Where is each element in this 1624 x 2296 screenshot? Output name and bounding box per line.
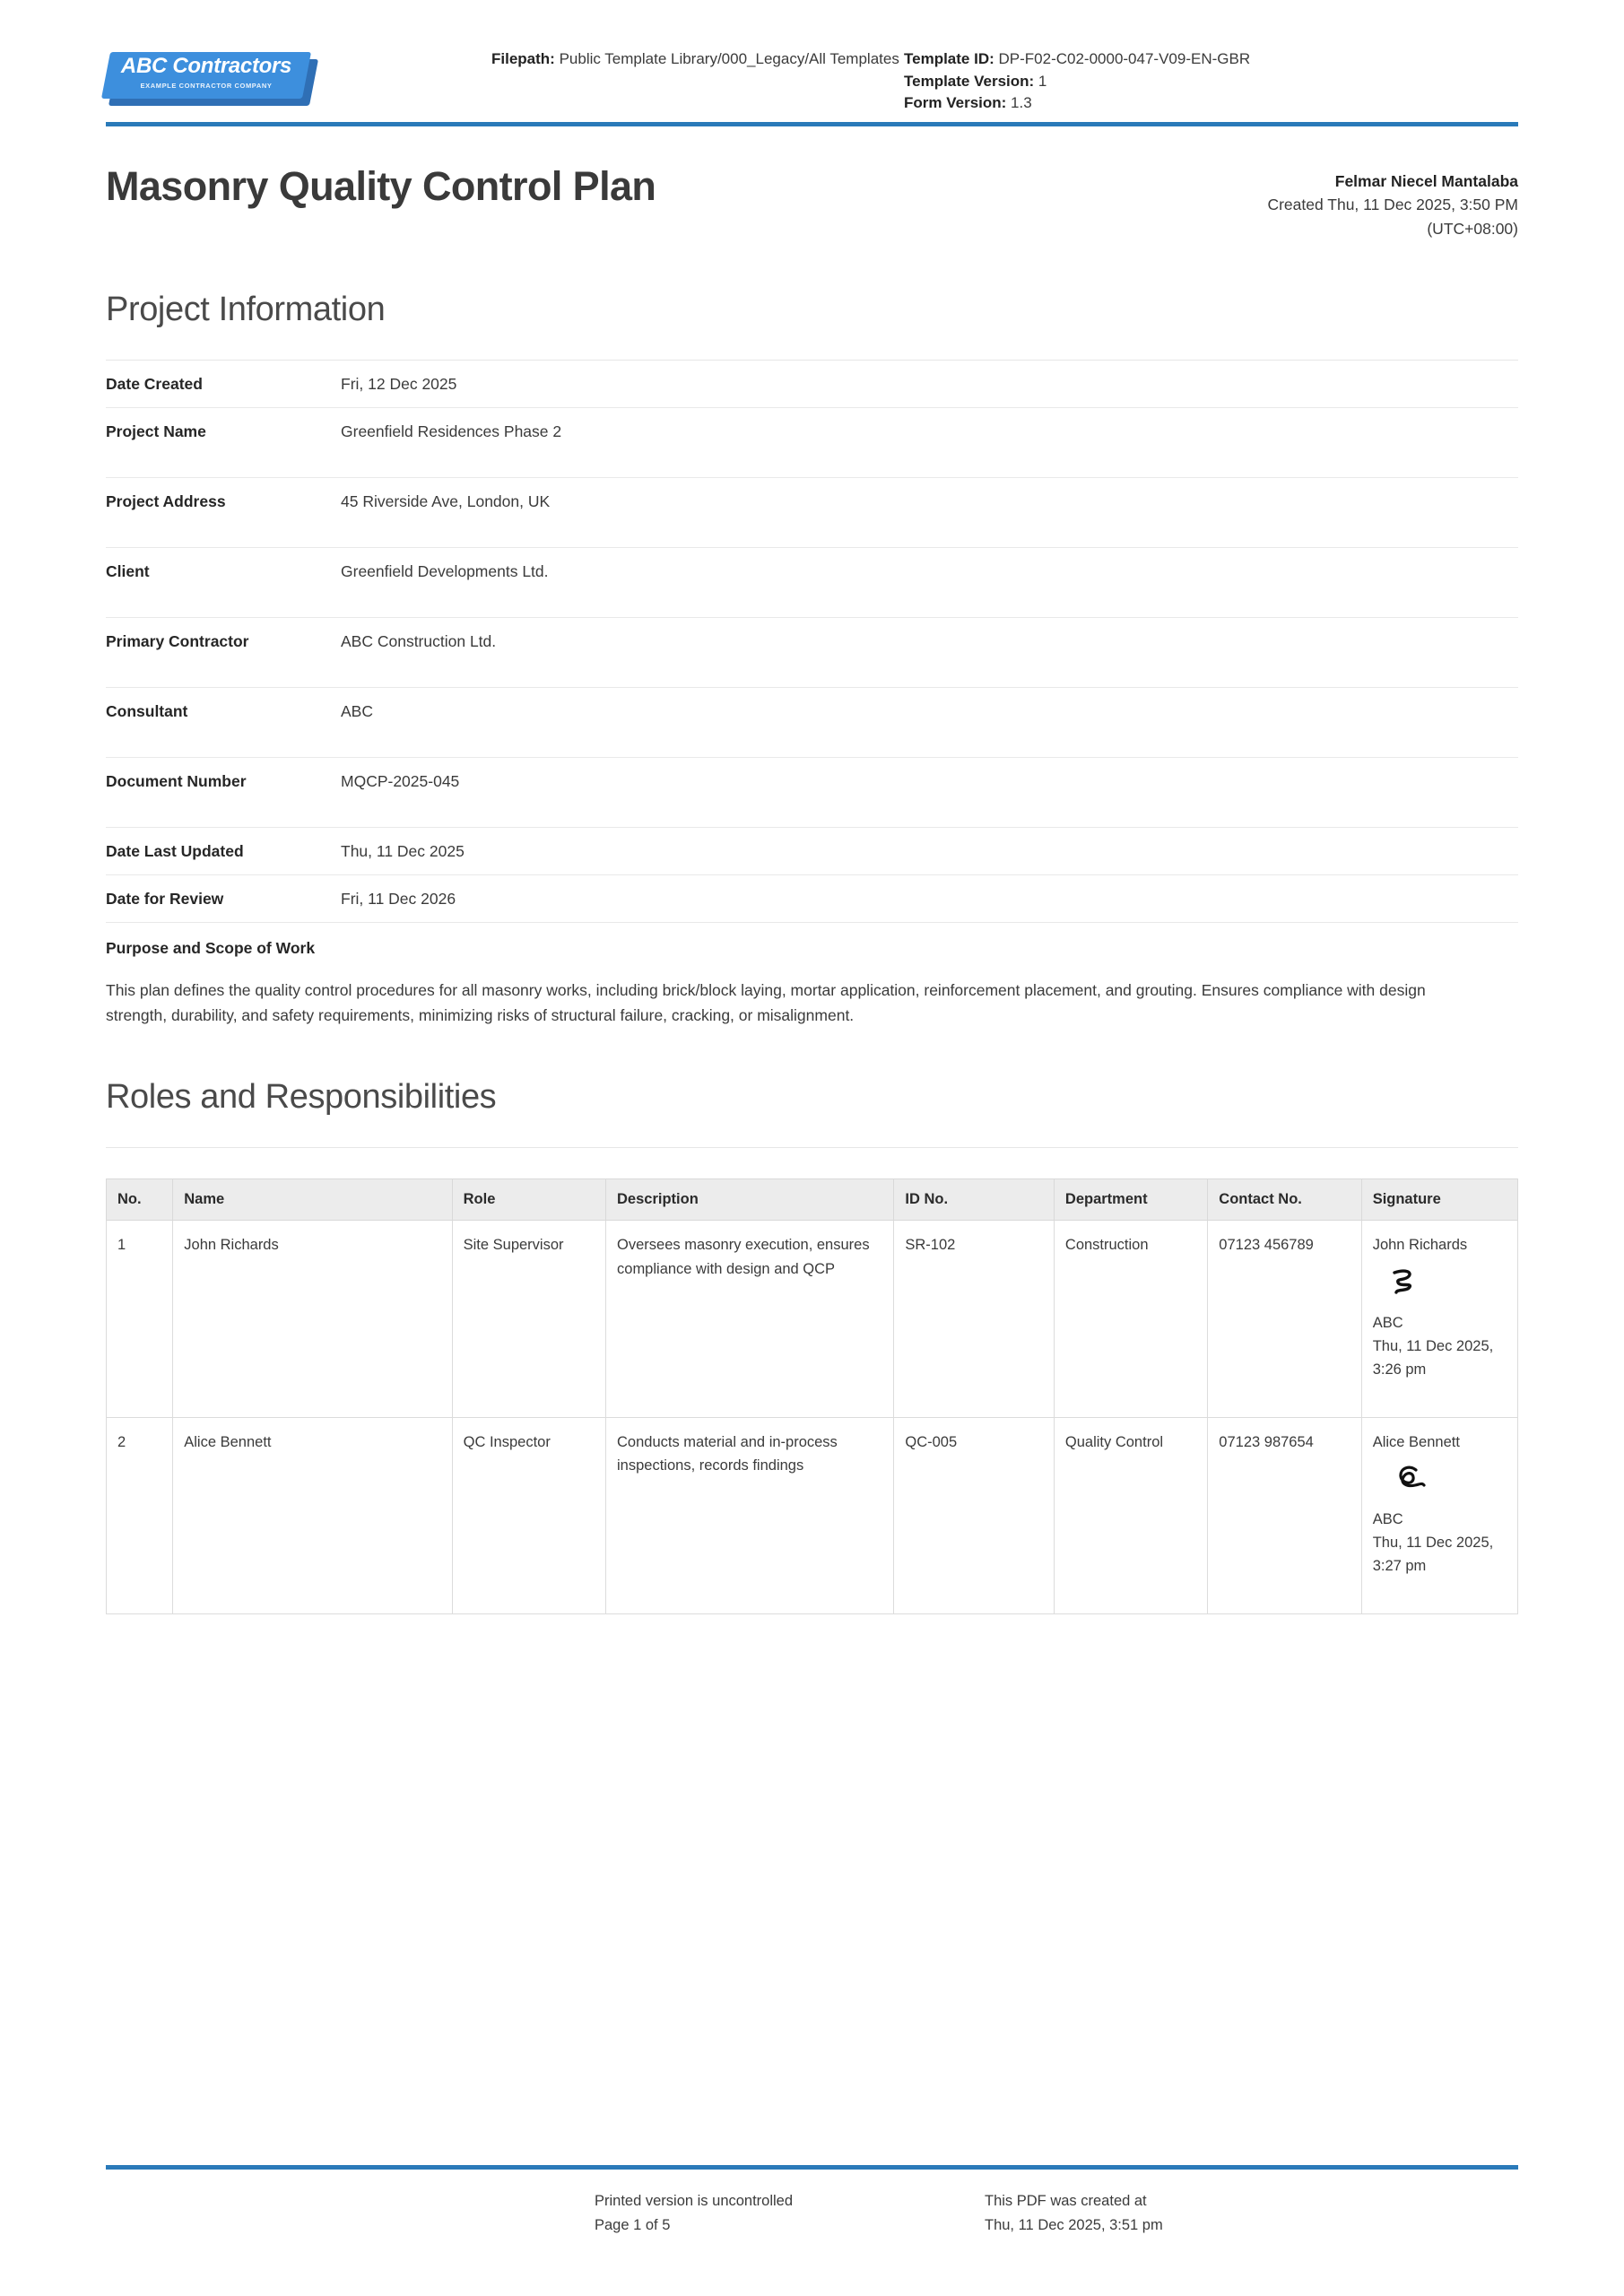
section-divider: [106, 1147, 1518, 1148]
field-value: MQCP-2025-045: [341, 771, 460, 790]
cell-name: Alice Bennett: [173, 1417, 452, 1613]
cell-role: QC Inspector: [452, 1417, 605, 1613]
signature-timestamp: Thu, 11 Dec 2025, 3:26 pm: [1372, 1337, 1494, 1378]
table-row: [107, 1417, 1518, 1613]
template-meta-block: [904, 34, 1406, 115]
cell-signature: [1361, 1417, 1517, 1613]
document-footer: [106, 2165, 1518, 2237]
form-version-row: [904, 92, 1406, 115]
template-id-label: Template ID:: [904, 50, 994, 67]
signature-timestamp: Thu, 11 Dec 2025, 3:27 pm: [1372, 1534, 1494, 1574]
footer-right-block: [985, 2189, 1375, 2237]
section-heading-project-information: Project Information: [106, 290, 386, 328]
project-information-table: [106, 361, 1518, 923]
cell-description: Conducts material and in-process inspections, records findings: [606, 1417, 894, 1613]
field-label: Document Number: [106, 771, 247, 790]
form-version-label: Form Version:: [904, 94, 1007, 112]
cell-name: John Richards: [173, 1221, 452, 1417]
table-row: [106, 477, 1518, 547]
filepath-block: [491, 34, 904, 71]
signature-company: ABC: [1372, 1314, 1403, 1331]
field-value: Fri, 12 Dec 2025: [341, 374, 457, 393]
field-label: Date Created: [106, 374, 203, 393]
field-value: ABC Construction Ltd.: [341, 631, 497, 650]
cell-contact-no: 07123 987654: [1208, 1417, 1361, 1613]
table-row: [106, 361, 1518, 408]
template-version-value: 1: [1038, 72, 1047, 90]
logo-tagline: EXAMPLE CONTRACTOR COMPANY: [140, 82, 273, 90]
table-row: [106, 687, 1518, 757]
cell-no: 2: [107, 1417, 173, 1613]
column-header-role: Role: [452, 1179, 605, 1221]
column-header-contact-no: Contact No.: [1208, 1179, 1361, 1221]
cell-role: Site Supervisor: [452, 1221, 605, 1417]
field-value: Thu, 11 Dec 2025: [341, 841, 465, 860]
cell-signature: [1361, 1221, 1517, 1417]
signature-mark-icon: [1373, 1459, 1507, 1499]
column-header-no: No.: [107, 1179, 173, 1221]
field-value: Greenfield Residences Phase 2: [341, 422, 562, 440]
field-value: ABC: [341, 701, 373, 720]
cell-department: Quality Control: [1054, 1417, 1207, 1613]
cell-description: Oversees masonry execution, ensures compliance with design and QCP: [606, 1221, 894, 1417]
footer-spacer: [106, 2189, 595, 2237]
table-row: [106, 617, 1518, 687]
field-value: Fri, 11 Dec 2026: [341, 889, 456, 908]
purpose-and-scope-label: Purpose and Scope of Work: [106, 938, 316, 957]
title-block: [106, 164, 1518, 240]
field-label: Primary Contractor: [106, 631, 249, 650]
template-id-row: [904, 48, 1406, 71]
table-row: [107, 1221, 1518, 1417]
page-title: Masonry Quality Control Plan: [106, 163, 656, 209]
column-header-signature: Signature: [1361, 1179, 1517, 1221]
header-divider: [106, 122, 1518, 126]
author-name: Felmar Niecel Mantalaba: [1334, 172, 1518, 190]
column-header-description: Description: [606, 1179, 894, 1221]
field-value: Greenfield Developments Ltd.: [341, 561, 549, 580]
table-row: [106, 407, 1518, 477]
cell-department: Construction: [1054, 1221, 1207, 1417]
signature-company: ABC: [1372, 1510, 1403, 1527]
cell-no: 1: [107, 1221, 173, 1417]
company-logo: [106, 34, 491, 106]
template-id-value: DP-F02-C02-0000-047-V09-EN-GBR: [998, 50, 1251, 67]
column-header-id-no: ID No.: [894, 1179, 1055, 1221]
filepath-label: Filepath:: [491, 50, 555, 67]
footer-pdf-created-timestamp: Thu, 11 Dec 2025, 3:51 pm: [985, 2216, 1163, 2233]
cell-contact-no: 07123 456789: [1208, 1221, 1361, 1417]
cell-id-no: SR-102: [894, 1221, 1055, 1417]
field-label: Project Address: [106, 491, 226, 510]
footer-left-block: [595, 2189, 985, 2237]
field-value: 45 Riverside Ave, London, UK: [341, 491, 551, 510]
table-row: [106, 874, 1518, 922]
purpose-and-scope-text: This plan defines the quality control procedures for all masonry works, including brick/block laying, mortar application, reinforcement placement, and grouting. Ensures compliance with design strength, durability, and safety requirements, minimizing risks of structural failure, cracking, or misalignment.: [106, 980, 1426, 1025]
field-label: Client: [106, 561, 150, 580]
table-row: [106, 827, 1518, 874]
author-block: [1267, 164, 1518, 240]
template-version-label: Template Version:: [904, 72, 1035, 90]
footer-divider: [106, 2165, 1518, 2170]
created-timestamp-line2: (UTC+08:00): [1427, 219, 1518, 238]
form-version-value: 1.3: [1011, 94, 1032, 112]
created-timestamp-line1: Created Thu, 11 Dec 2025, 3:50 PM: [1267, 196, 1518, 214]
filepath-value: Public Template Library/000_Legacy/All Templates: [559, 50, 899, 67]
field-label: Date for Review: [106, 889, 224, 908]
cell-id-no: QC-005: [894, 1417, 1055, 1613]
template-version-row: [904, 71, 1406, 93]
table-row: [106, 757, 1518, 827]
column-header-name: Name: [173, 1179, 452, 1221]
field-label: Consultant: [106, 701, 188, 720]
logo-company-name: ABC Contractors: [120, 54, 292, 78]
column-header-department: Department: [1054, 1179, 1207, 1221]
signature-name: John Richards: [1372, 1237, 1468, 1254]
signature-mark-icon: [1373, 1263, 1507, 1302]
table-header-row: [107, 1179, 1518, 1221]
field-label: Date Last Updated: [106, 841, 244, 860]
footer-page-number: Page 1 of 5: [595, 2216, 671, 2233]
footer-pdf-created-label: This PDF was created at: [985, 2193, 1147, 2210]
roles-and-responsibilities-table: [106, 1178, 1518, 1614]
table-row: [106, 547, 1518, 617]
document-header: [106, 0, 1518, 117]
footer-uncontrolled-note: Printed version is uncontrolled: [595, 2193, 794, 2210]
section-heading-roles-and-responsibilities: Roles and Responsibilities: [106, 1078, 497, 1117]
signature-name: Alice Bennett: [1372, 1433, 1460, 1450]
field-label: Project Name: [106, 422, 206, 440]
